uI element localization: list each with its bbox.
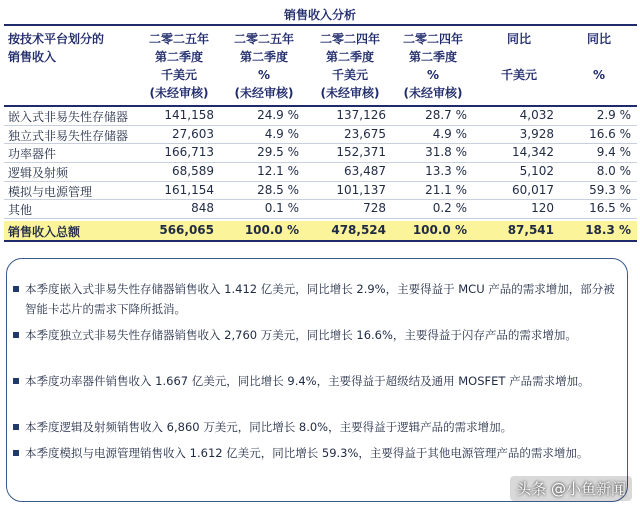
cell-2024-pct: 21.1 % — [425, 182, 467, 197]
table-row — [4, 200, 637, 219]
cell-2024-pct: 31.8 % — [425, 145, 467, 160]
total-2024-value: 478,524 — [331, 223, 386, 237]
cell-yoy-pct: 9.4 % — [596, 145, 631, 160]
table-row — [4, 144, 637, 163]
cell-2025-pct: 24.9 % — [257, 108, 299, 122]
note-analog-power — [25, 443, 615, 463]
cell-2024-value: 728 — [363, 201, 386, 216]
cell-2024-pct: 13.3 % — [425, 164, 467, 179]
header-col-2025-value: 二零二五年 第二季度 千美元 (未经审核) — [148, 32, 209, 100]
cell-2025-pct: 29.5 % — [257, 145, 299, 160]
square-bullet-icon — [13, 424, 19, 430]
cell-2024-pct: 4.9 % — [432, 126, 467, 141]
cell-2025-value: 141,158 — [164, 108, 214, 122]
cell-2025-pct: 0.1 % — [264, 201, 299, 216]
cell-yoy-value: 14,342 — [512, 145, 554, 160]
table-row — [4, 182, 637, 201]
cell-2024-pct: 0.2 % — [432, 201, 467, 216]
note-text: 本季度逻辑及射频销售收入 6,860 万美元，同比增长 8.0%，主要得益于逻辑产品的需求增加。 — [25, 420, 513, 434]
cell-2025-value: 68,589 — [172, 164, 214, 179]
cell-2025-value: 161,154 — [164, 182, 214, 197]
note-text: 本季度嵌入式非易失性存储器销售收入 1.412 亿美元，同比增长 2.9%，主要得益于 MCU 产品的需求增加，部分被智能卡芯片的需求下降所抵消。 — [25, 282, 615, 316]
square-bullet-icon — [13, 378, 19, 384]
row-label: 逻辑及射频 — [8, 166, 69, 181]
total-yoy-value: 87,541 — [507, 223, 554, 237]
note-text: 本季度功率器件销售收入 1.667 亿美元，同比增长 9.4%，主要得益于超级结及通用 MOSFET 产品需求增加。 — [25, 374, 590, 388]
cell-2024-value: 63,487 — [344, 164, 386, 179]
table-title: 销售收入分析 — [283, 8, 356, 22]
cell-yoy-value: 3,928 — [519, 126, 554, 141]
cell-2025-pct: 4.9 % — [264, 126, 299, 141]
cell-2024-value: 152,371 — [336, 145, 386, 160]
note-logic-rf — [25, 417, 615, 437]
table-row — [4, 163, 637, 182]
row-label: 嵌入式非易失性存储器 — [8, 110, 129, 124]
cell-2025-pct: 28.5 % — [257, 182, 299, 197]
header-col-yoy-value: 同比 千美元 — [500, 32, 537, 82]
header-col-2024-value: 二零二四年 第二季度 千美元 (未经审核) — [319, 32, 380, 100]
cell-yoy-value: 4,032 — [519, 108, 554, 122]
square-bullet-icon — [13, 332, 19, 338]
row-label: 模拟与电源管理 — [8, 184, 93, 199]
cell-2024-pct: 28.7 % — [425, 108, 467, 122]
total-2024-pct: 100.0 % — [412, 223, 467, 237]
cell-2025-value: 27,603 — [172, 126, 214, 141]
square-bullet-icon — [13, 450, 19, 456]
total-2025-pct: 100.0 % — [244, 223, 299, 237]
row-label-header: 按技术平台划分的 销售收入 — [8, 32, 105, 64]
cell-yoy-pct: 2.9 % — [596, 108, 631, 122]
note-text: 本季度模拟与电源管理销售收入 1.612 亿美元，同比增长 59.3%，主要得益于其他电源管理产品的需求增加。 — [25, 446, 589, 460]
table-row — [4, 107, 637, 126]
cell-yoy-pct: 16.5 % — [589, 201, 631, 216]
cell-2025-value: 166,713 — [164, 145, 214, 160]
row-label: 独立式非易失性存储器 — [8, 128, 129, 143]
header-col-2024-pct: 二零二四年 第二季度 % (未经审核) — [402, 32, 463, 100]
cell-yoy-value: 5,102 — [519, 164, 554, 179]
header-col-2025-pct: 二零二五年 第二季度 % (未经审核) — [233, 32, 294, 100]
note-text: 本季度独立式非易失性存储器销售收入 2,760 万美元，同比增长 16.6%，主要得益于闪存产品的需求增加。 — [25, 328, 577, 342]
cell-2025-value: 848 — [191, 201, 214, 216]
square-bullet-icon — [13, 286, 19, 292]
cell-yoy-pct: 59.3 % — [589, 182, 631, 197]
note-embedded-nvm — [25, 279, 615, 319]
row-label: 其他 — [8, 203, 33, 218]
watermark: 头条 @小鱼新闻 — [510, 476, 632, 501]
cell-2024-value: 23,675 — [344, 126, 386, 141]
cell-yoy-value: 120 — [531, 201, 554, 216]
cell-2024-value: 137,126 — [336, 108, 386, 122]
total-2025-value: 566,065 — [159, 223, 214, 237]
row-label: 功率器件 — [8, 147, 57, 162]
table-row — [4, 126, 637, 145]
commentary-box — [6, 258, 628, 502]
note-standalone-nvm — [25, 325, 615, 345]
cell-yoy-value: 60,017 — [512, 182, 554, 197]
header-col-yoy-pct: 同比 % — [586, 32, 611, 82]
cell-yoy-pct: 16.6 % — [589, 126, 631, 141]
cell-2024-value: 101,137 — [336, 182, 386, 197]
title-divider — [4, 24, 637, 26]
table-header — [4, 28, 637, 104]
note-power-devices — [25, 371, 615, 391]
total-row — [4, 221, 637, 242]
cell-2025-pct: 12.1 % — [257, 164, 299, 179]
total-yoy-pct: 18.3 % — [585, 223, 631, 237]
table-body — [4, 107, 637, 219]
total-label: 销售收入总额 — [8, 225, 81, 239]
cell-yoy-pct: 8.0 % — [596, 164, 631, 179]
